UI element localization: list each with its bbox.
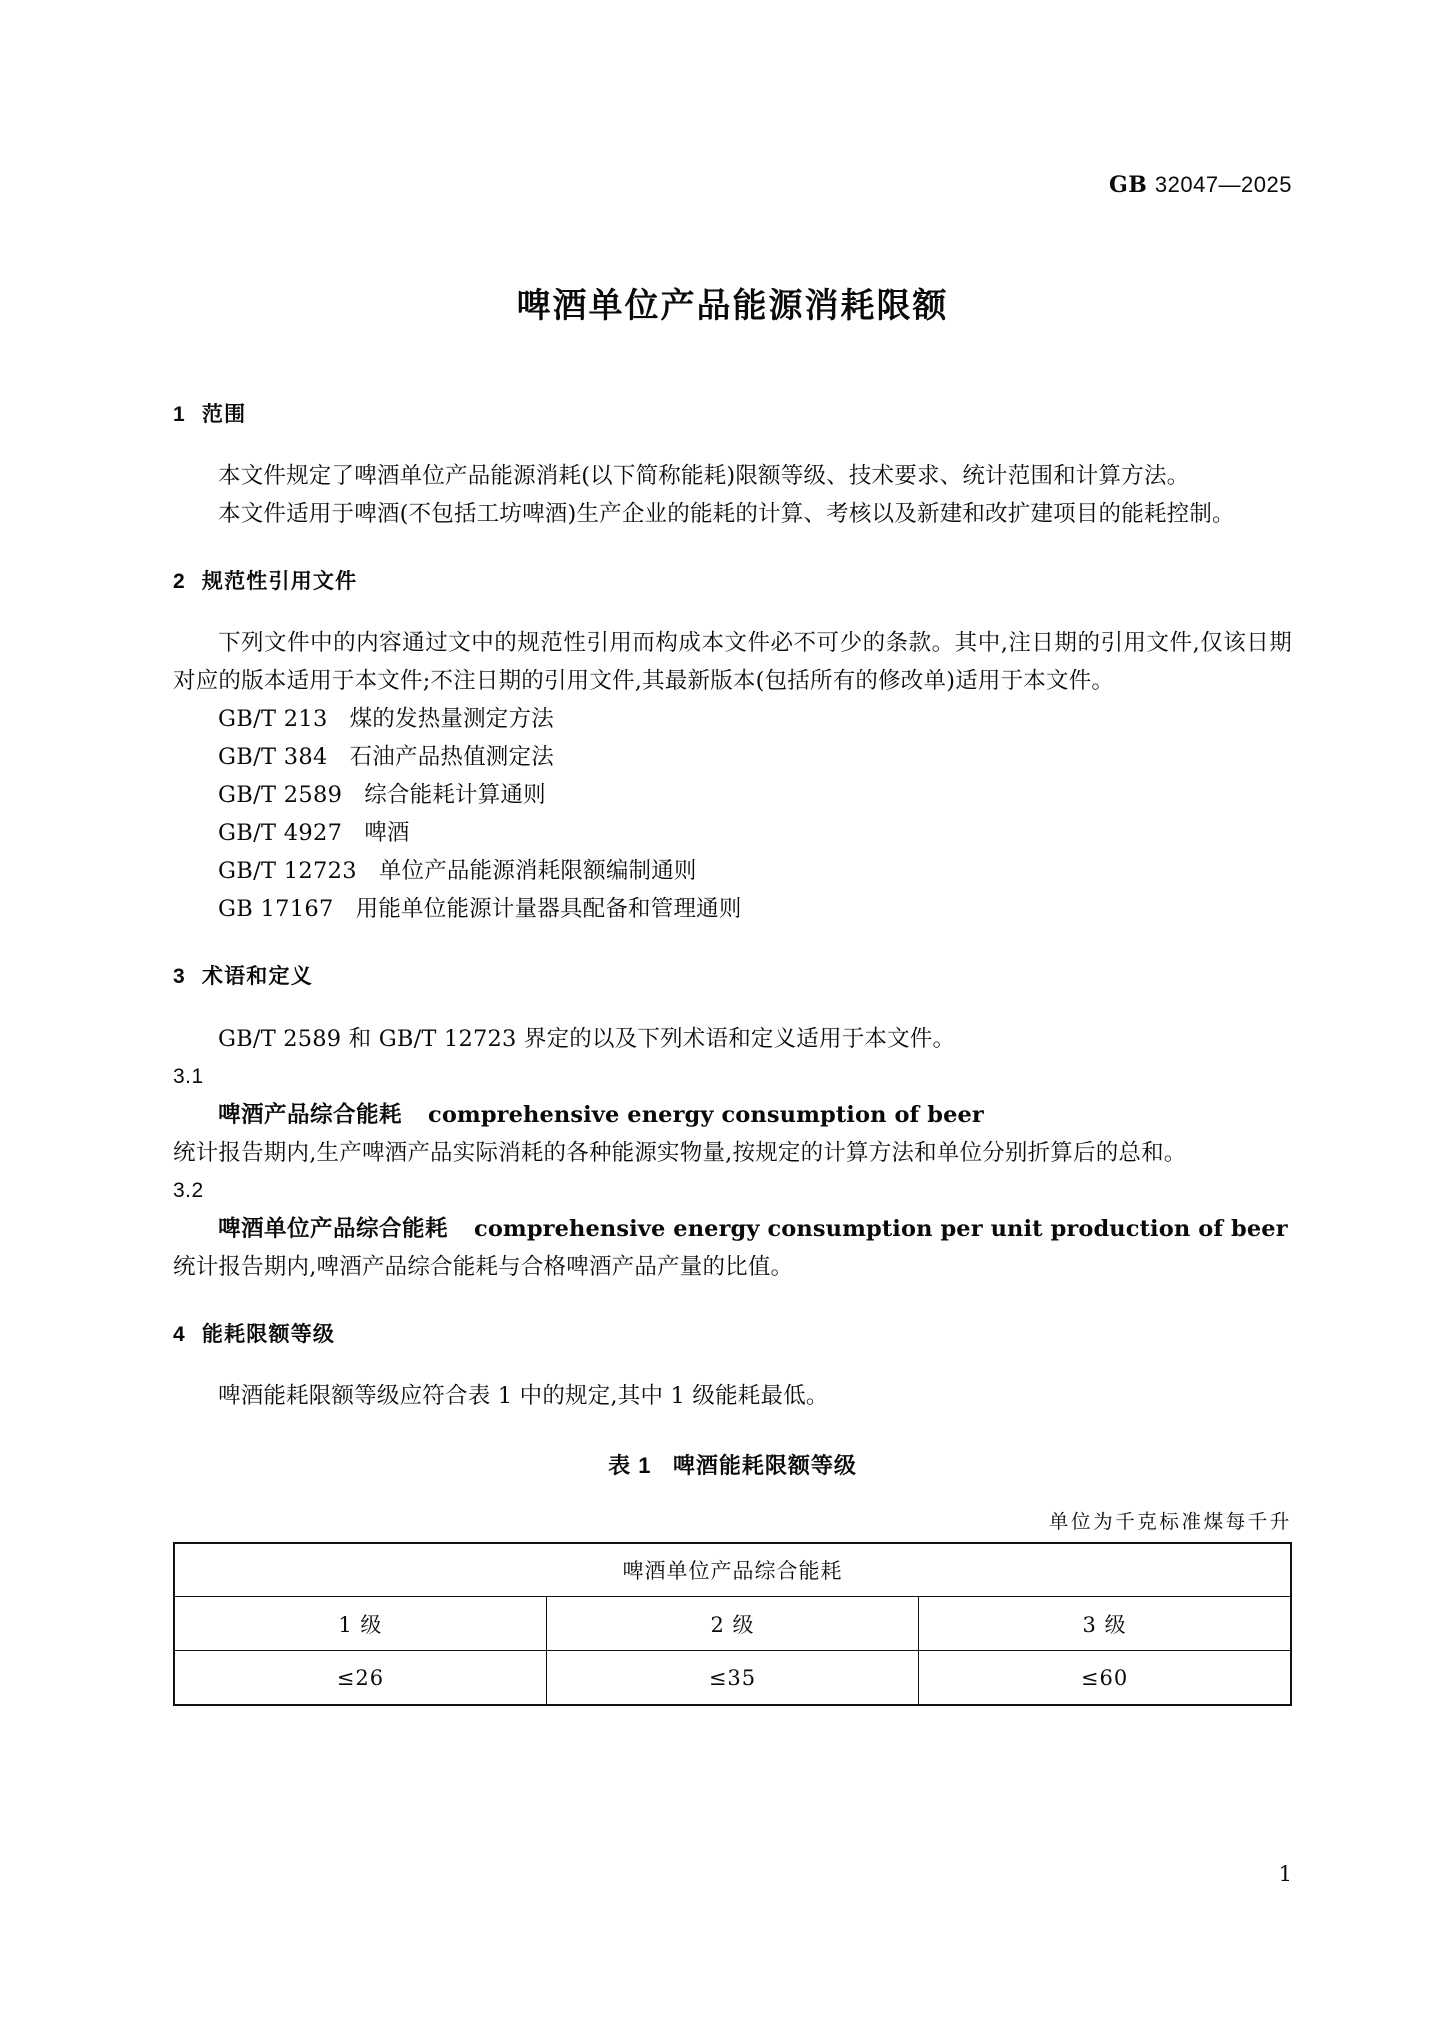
spacer <box>173 427 1292 457</box>
reference-code: GB/T 384 <box>218 744 328 771</box>
reference-title: 煤的发热量测定方法 <box>349 706 554 733</box>
document-body <box>173 402 1292 1706</box>
normative-reference-item <box>173 852 1292 890</box>
term-definition-3-2: 统计报告期内,啤酒产品综合能耗与合格啤酒产品产量的比值。 <box>173 1253 794 1280</box>
term-name-cn: 啤酒单位产品综合能耗 <box>218 1215 449 1241</box>
table-grade-value-2: ≤35 <box>546 1651 918 1705</box>
table-1-block <box>173 1449 1292 1706</box>
page-title: 啤酒单位产品能源消耗限额 <box>516 287 949 325</box>
clause-1-paragraph-2: 本文件适用于啤酒(不包括工坊啤酒)生产企业的能耗的计算、考核以及新建和改扩建项目的能耗控制。 <box>218 501 1235 528</box>
spacer <box>173 533 1292 569</box>
term-name-3-2 <box>173 1210 1292 1248</box>
standard-prefix: GB <box>1108 172 1148 198</box>
normative-reference-item <box>173 738 1292 776</box>
clause-title-4: 能耗限额等级 <box>201 1322 336 1346</box>
reference-title: 单位产品能源消耗限额编制通则 <box>378 858 697 885</box>
table-grade-value-3: ≤60 <box>919 1651 1291 1705</box>
clause-number-3: 3 <box>173 965 186 989</box>
normative-reference-item <box>173 814 1292 852</box>
reference-title: 啤酒 <box>364 820 410 847</box>
term-name-en: comprehensive energy consumption of beer <box>428 1101 984 1128</box>
table-row-values <box>174 1651 1291 1705</box>
clause-3-paragraph-1: GB/T 2589 和 GB/T 12723 界定的以及下列术语和定义适用于本文件。 <box>218 1025 956 1052</box>
table-caption-title: 啤酒能耗限额等级 <box>672 1452 857 1478</box>
table-caption-label: 表 1 <box>608 1452 652 1478</box>
reference-title: 用能单位能源计量器具配备和管理通则 <box>355 896 742 923</box>
spacer <box>173 1286 1292 1322</box>
term-name-cn: 啤酒产品综合能耗 <box>218 1101 403 1127</box>
page-number: 1 <box>1278 1862 1292 1886</box>
table-row-grades <box>174 1597 1291 1651</box>
table-grade-label-2: 2 级 <box>546 1597 918 1651</box>
table-grade-label-1: 1 级 <box>174 1597 546 1651</box>
table-grade-value-1: ≤26 <box>174 1651 546 1705</box>
clause-4-paragraph-1: 啤酒能耗限额等级应符合表 1 中的规定,其中 1 级能耗最低。 <box>218 1382 829 1409</box>
clause-heading-2 <box>173 569 1292 594</box>
clause-title-3: 术语和定义 <box>201 965 313 989</box>
term-name-en: comprehensive energy consumption per unit production of beer <box>474 1215 1288 1242</box>
normative-reference-item <box>173 776 1292 814</box>
reference-code: GB/T 2589 <box>218 782 343 809</box>
clause-title-1: 范围 <box>201 403 247 426</box>
normative-reference-item <box>173 700 1292 738</box>
term-number-3-1: 3.1 <box>173 1064 204 1088</box>
spacer <box>173 594 1292 624</box>
clause-number-2: 2 <box>173 570 186 594</box>
reference-code: GB 17167 <box>218 896 334 923</box>
clause-number-4: 4 <box>173 1322 186 1346</box>
reference-code: GB/T 12723 <box>218 858 357 885</box>
energy-limit-table <box>173 1542 1292 1706</box>
reference-code: GB/T 213 <box>218 706 328 733</box>
reference-title: 石油产品热值测定法 <box>349 744 554 771</box>
reference-code: GB/T 4927 <box>218 820 343 847</box>
document-header <box>1109 172 1292 198</box>
clause-title-2: 规范性引用文件 <box>201 570 358 594</box>
page-content-column <box>173 0 1292 2044</box>
table-header-span-cell: 啤酒单位产品综合能耗 <box>174 1543 1291 1597</box>
clause-2-paragraph-1: 下列文件中的内容通过文中的规范性引用而构成本文件必不可少的条款。其中,注日期的引用文件,仅该日期对应的版本适用于本文件;不注日期的引用文件,其最新版本(包括所有的修改单)适用于本文件。 <box>173 630 1292 695</box>
clause-heading-3 <box>173 964 1292 989</box>
standard-number: 32047—2025 <box>1154 172 1292 197</box>
clause-heading-4 <box>173 1322 1292 1347</box>
clause-heading-1 <box>173 402 1292 427</box>
table-grade-label-3: 3 级 <box>919 1597 1291 1651</box>
term-number-3-2: 3.2 <box>173 1178 204 1202</box>
reference-title: 综合能耗计算通则 <box>364 782 546 809</box>
spacer <box>173 1347 1292 1377</box>
spacer <box>173 990 1292 1020</box>
clause-number-1: 1 <box>173 403 186 426</box>
clause-1-paragraph-1: 本文件规定了啤酒单位产品能源消耗(以下简称能耗)限额等级、技术要求、统计范围和计算方法。 <box>218 463 1190 490</box>
term-name-3-1 <box>173 1096 1292 1134</box>
term-definition-3-1: 统计报告期内,生产啤酒产品实际消耗的各种能源实物量,按规定的计算方法和单位分别折算后的总和。 <box>173 1139 1187 1166</box>
table-caption <box>173 1449 1292 1480</box>
table-row-header-span <box>174 1543 1291 1597</box>
normative-reference-item <box>173 890 1292 928</box>
spacer <box>173 928 1292 964</box>
table-unit-note: 单位为千克标准煤每千升 <box>1048 1509 1292 1533</box>
